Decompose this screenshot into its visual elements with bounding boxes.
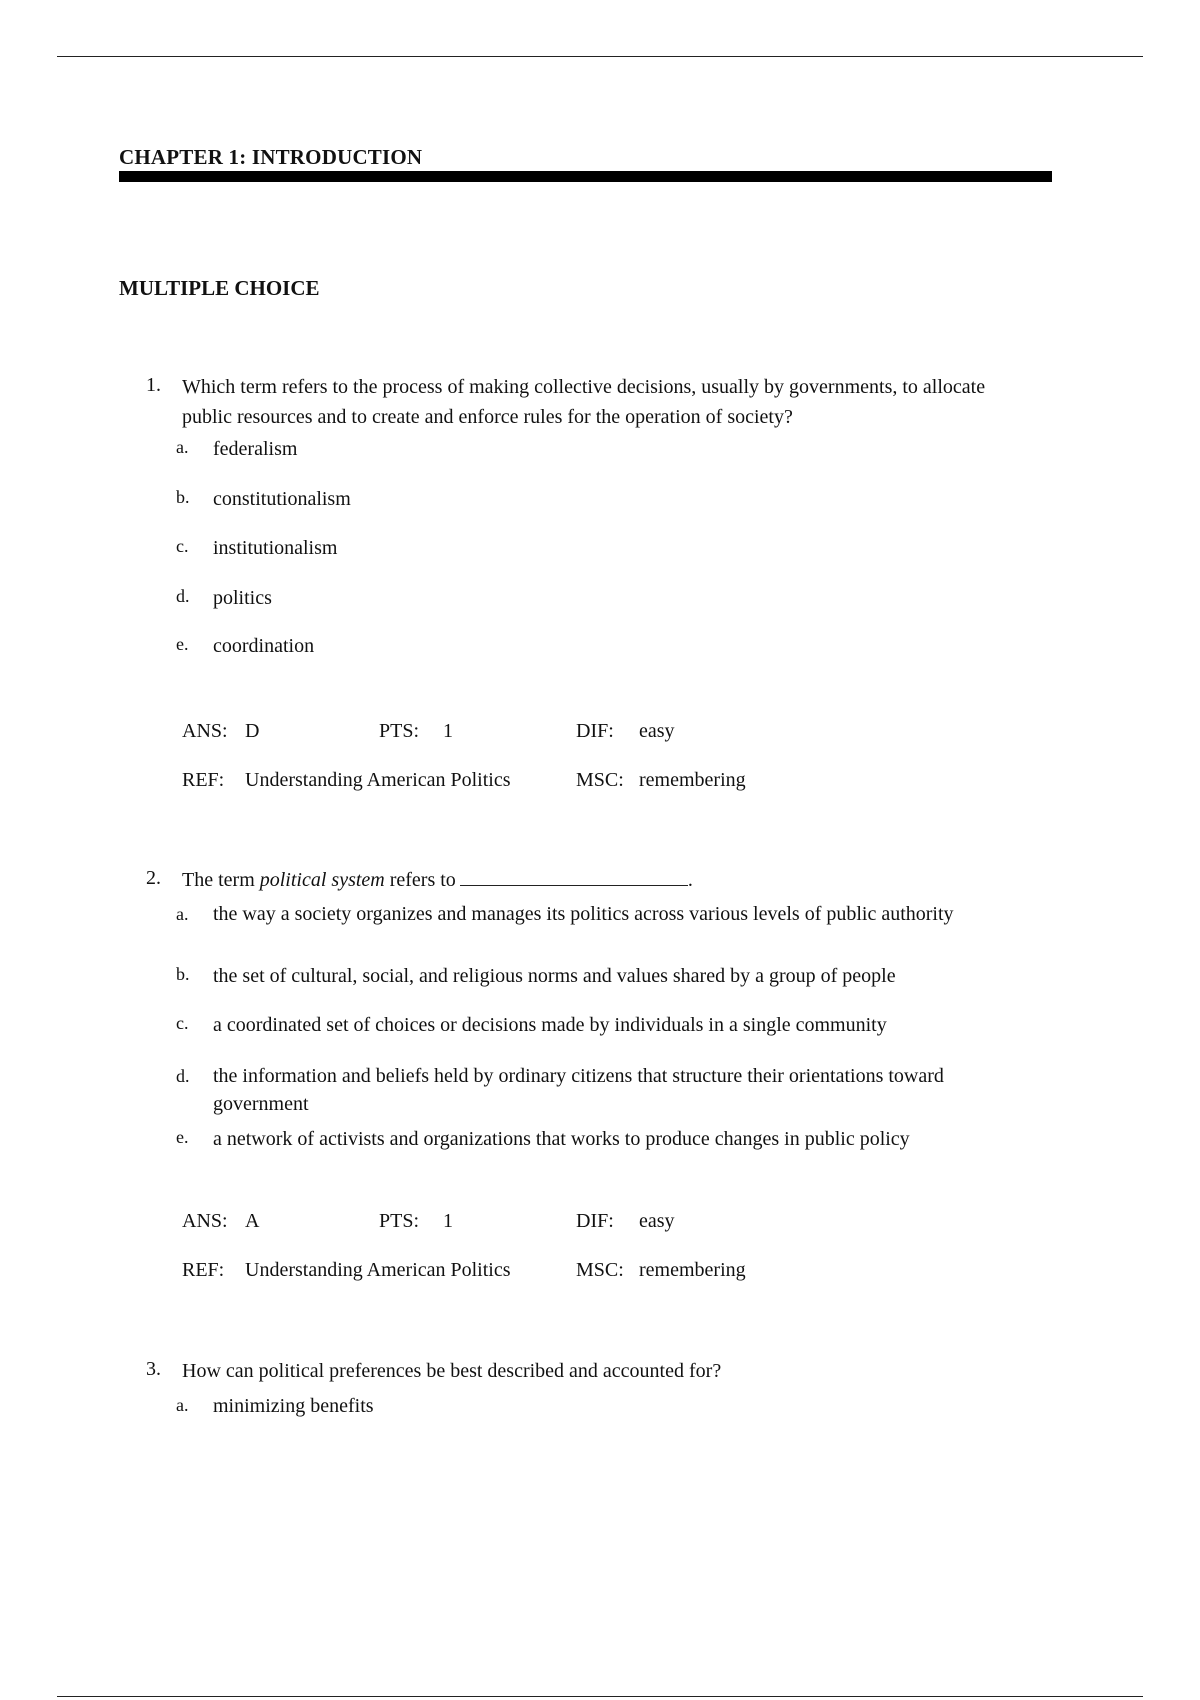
- dif-label: DIF:: [576, 1210, 614, 1232]
- option-text: a network of activists and organizations that works to produce changes in public policy: [213, 1128, 910, 1150]
- pts-label: PTS:: [379, 1210, 420, 1232]
- pts-label: PTS:: [379, 720, 420, 742]
- ref-label: REF:: [182, 769, 225, 791]
- question-number: 3.: [146, 1358, 161, 1380]
- option-text: the information and beliefs held by ordinary citizens that structure their orientations toward government: [213, 1065, 944, 1115]
- option-letter: d.: [176, 1066, 190, 1086]
- question-text-end: .: [687, 869, 693, 891]
- msc-value: remembering: [639, 769, 746, 791]
- question-text: How can political preferences be best described and accounted for?: [182, 1360, 722, 1382]
- ans-label: ANS:: [182, 1210, 228, 1232]
- option-letter: c.: [176, 1013, 189, 1033]
- top-rule: [57, 56, 1143, 57]
- option-text: the way a society organizes and manages its politics across various levels of public authority: [213, 903, 954, 925]
- ans-label: ANS:: [182, 720, 228, 742]
- ref-value: Understanding American Politics: [245, 769, 511, 791]
- ans-value: A: [245, 1210, 260, 1232]
- fill-in-blank: [460, 867, 688, 886]
- chapter-title: CHAPTER 1: INTRODUCTION: [119, 145, 423, 169]
- option-text: federalism: [213, 438, 298, 460]
- bottom-rule: [57, 1696, 1143, 1697]
- option-letter: e.: [176, 1127, 189, 1147]
- option-text: institutionalism: [213, 537, 338, 559]
- option-letter: a.: [176, 904, 189, 924]
- question-text-start: The term: [182, 869, 255, 891]
- pts-value: 1: [443, 720, 453, 742]
- question-text-middle: refers to: [389, 869, 456, 891]
- option-text: constitutionalism: [213, 488, 351, 510]
- option-text: minimizing benefits: [213, 1395, 374, 1417]
- msc-label: MSC:: [576, 1259, 624, 1281]
- option-text: the set of cultural, social, and religious norms and values shared by a group of people: [213, 965, 896, 987]
- dif-value: easy: [639, 720, 675, 742]
- question-number: 1.: [146, 374, 161, 396]
- ref-label: REF:: [182, 1259, 225, 1281]
- ref-value: Understanding American Politics: [245, 1259, 511, 1281]
- dif-label: DIF:: [576, 720, 614, 742]
- pts-value: 1: [443, 1210, 453, 1232]
- question-text: [182, 865, 1032, 895]
- option-text: coordination: [213, 635, 315, 657]
- option-text: a coordinated set of choices or decisions made by individuals in a single community: [213, 1014, 887, 1036]
- option-letter: a.: [176, 437, 189, 457]
- option-letter: b.: [176, 964, 190, 984]
- ans-value: D: [245, 720, 260, 742]
- option-letter: c.: [176, 536, 189, 556]
- dif-value: easy: [639, 1210, 675, 1232]
- option-text: politics: [213, 587, 272, 609]
- question-text: Which term refers to the process of making collective decisions, usually by governments, to allocate public resources and to create and enforce rules for the operation of society?: [182, 376, 986, 428]
- msc-value: remembering: [639, 1259, 746, 1281]
- section-title: MULTIPLE CHOICE: [119, 276, 320, 300]
- option-letter: a.: [176, 1395, 189, 1415]
- option-letter: b.: [176, 487, 190, 507]
- chapter-title-bar: [119, 171, 1052, 182]
- msc-label: MSC:: [576, 769, 624, 791]
- question-text-italic: political system: [259, 869, 385, 891]
- question-number: 2.: [146, 867, 161, 889]
- option-letter: e.: [176, 634, 189, 654]
- option-letter: d.: [176, 586, 190, 606]
